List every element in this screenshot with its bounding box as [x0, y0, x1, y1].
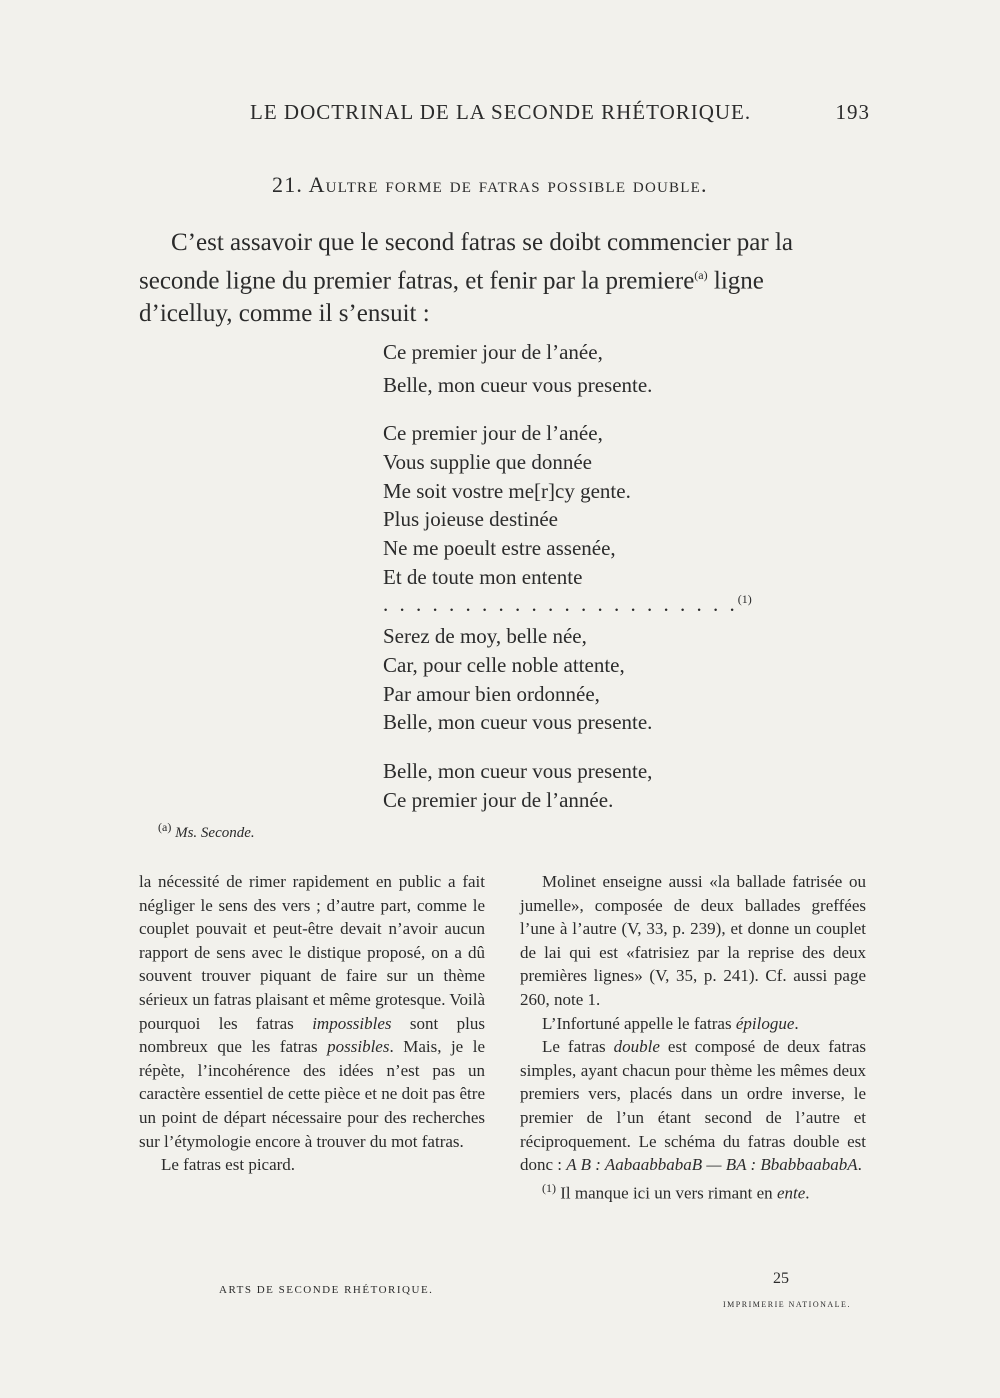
verse-line: Me soit vostre me[r]cy gente.: [383, 479, 631, 503]
signature-mark: 25: [773, 1270, 789, 1287]
footer-book-title: ARTS DE SECONDE RHÉTORIQUE.: [219, 1284, 434, 1296]
left-paragraph-2: Le fatras est picard.: [161, 1155, 296, 1175]
left-column: [139, 870, 485, 1177]
intro-paragraph: [139, 226, 869, 330]
intro-line-2: seconde ligne du premier fatras, et fenir par la premiere$^{(a)}$ ligne: [139, 267, 764, 295]
verse-line: Belle, mon cueur vous presente.: [383, 373, 653, 397]
verse-line: Ne me poeult estre assenée,: [383, 536, 616, 560]
footer-printer: IMPRIMERIE NATIONALE.: [723, 1300, 851, 1309]
right-paragraph-3: Le fatras double est composé de deux fatras simples, ayant chacun pour thème les mêmes deux premiers vers, placés dans un ordre inverse, le premier de l’un étant second de l’autre et réciproquement. Le schéma du fatras double est donc : A B : AabaabbabaB — BA : BbabbaababA.: [520, 1037, 866, 1175]
page-number: 193: [835, 100, 870, 124]
right-paragraph-1: Molinet enseigne aussi «la ballade fatrisée ou jumelle», composée de deux ballades greffées l’une à l’autre (V, 33, p. 239), et donne un couplet de lai qui est «fatrisiez par la reprise des deux premières lignes» (V, 35, p. 241). Cf. aussi page 260, note 1.: [520, 872, 866, 1009]
intro-line-1: C’est assavoir que le second fatras se doibt commencier par la: [171, 229, 793, 256]
footnote-a-marker: (a): [158, 820, 172, 834]
left-paragraph-1: la nécessité de rimer rapidement en public a fait négliger le sens des vers ; d’autre part, comme le couplet pouvait et peut-être devait n’avoir aucun rapport de sens avec le distique proposé, on a dû souvent trouver piquant de faire sur un thème sérieux un fatras plaisant et même grotesque. Voilà pourquoi les fatras impossibles sont plus nombreux que les fatras possibles. Mais, je le répète, l’incohérence des idées n’est pas un caractère essentiel de cette pièce et ne doit pas être un point de départ nécessaire pour des recherches sur l’étymologie encore à trouver du mot fatras.: [139, 872, 485, 1151]
verse-line: Belle, mon cueur vous presente.: [383, 710, 653, 734]
verse-line: Car, pour celle noble attente,: [383, 653, 625, 677]
footnote-ref-a[interactable]: (a): [694, 268, 708, 282]
footnote-a: [158, 820, 255, 842]
verse-line: Belle, mon cueur vous presente,: [383, 759, 653, 783]
verse-line: Ce premier jour de l’anée,: [383, 421, 603, 445]
running-title: LE DOCTRINAL DE LA SECONDE RHÉTORIQUE.: [250, 100, 752, 124]
verse-line: Ce premier jour de l’anée,: [383, 340, 603, 364]
intro-line-3: d’icelluy, comme il s’ensuit :: [139, 300, 430, 328]
footnote-1: $^{(1)}$ Il manque ici un vers rimant en ente.: [542, 1180, 810, 1203]
footnote-ref-1[interactable]: (1): [737, 592, 752, 606]
verse-line: Vous supplie que donnée: [383, 450, 593, 474]
verse-dots-line: . . . . . . . . . . . . . . . . . . . . . .$^{(1)}$: [383, 592, 752, 616]
footnote-a-text: Ms. Seconde.: [175, 825, 255, 841]
right-column: [520, 870, 866, 1205]
right-paragraph-2: L’Infortuné appelle le fatras épilogue.: [542, 1013, 799, 1033]
verse-line: Ce premier jour de l’année.: [383, 788, 614, 812]
verse-line: Plus joieuse destinée: [383, 507, 558, 531]
verse-line: Et de toute mon entente: [383, 565, 583, 589]
section-heading: 21. Aultre forme de fatras possible double.: [272, 172, 708, 197]
footnote-1-marker: (1): [542, 1180, 556, 1195]
verse-line: Serez de moy, belle née,: [383, 624, 587, 648]
verse-line: Par amour bien ordonnée,: [383, 682, 600, 706]
fatras-schema: A B : AabaabbabaB — BA : BbabbaababA: [566, 1155, 858, 1175]
